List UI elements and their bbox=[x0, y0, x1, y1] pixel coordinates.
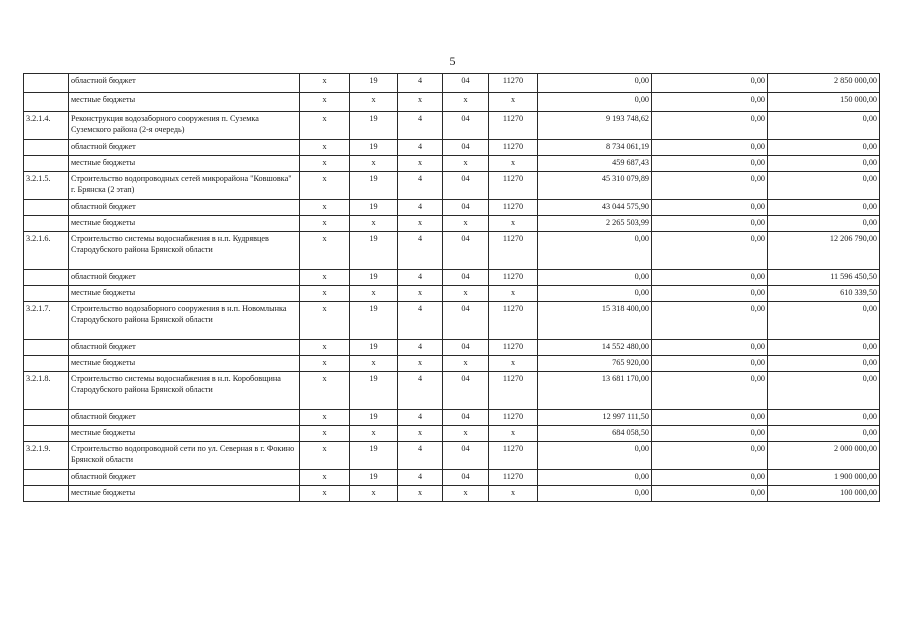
code-cell: 4 bbox=[398, 232, 443, 270]
code-cell: 4 bbox=[398, 442, 443, 470]
item-number-cell: 3.2.1.5. bbox=[24, 172, 69, 200]
code-cell: 19 bbox=[350, 172, 398, 200]
code-cell: х bbox=[300, 93, 350, 112]
code-cell: 4 bbox=[398, 470, 443, 486]
amount-cell: 0,00 bbox=[768, 372, 880, 410]
table-row bbox=[24, 410, 880, 426]
item-number-cell bbox=[24, 426, 69, 442]
item-number-cell bbox=[24, 93, 69, 112]
amount-cell: 0,00 bbox=[768, 302, 880, 340]
code-cell: х bbox=[398, 286, 443, 302]
item-name-cell: местные бюджеты bbox=[69, 156, 300, 172]
code-cell: 4 bbox=[398, 270, 443, 286]
item-name-cell: областной бюджет bbox=[69, 270, 300, 286]
code-cell: х bbox=[300, 302, 350, 340]
item-number-cell bbox=[24, 410, 69, 426]
code-cell: х bbox=[300, 470, 350, 486]
code-cell: х bbox=[398, 486, 443, 502]
table-row bbox=[24, 156, 880, 172]
code-cell: 04 bbox=[443, 172, 489, 200]
amount-cell: 12 206 790,00 bbox=[768, 232, 880, 270]
amount-cell: 0,00 bbox=[768, 216, 880, 232]
budget-table-body bbox=[24, 74, 880, 502]
table-row bbox=[24, 200, 880, 216]
amount-cell: 0,00 bbox=[652, 442, 768, 470]
amount-cell: 0,00 bbox=[538, 442, 652, 470]
code-cell: х bbox=[300, 486, 350, 502]
amount-cell: 684 058,50 bbox=[538, 426, 652, 442]
code-cell: х bbox=[489, 426, 538, 442]
code-cell: х bbox=[398, 356, 443, 372]
item-number-cell bbox=[24, 140, 69, 156]
code-cell: 04 bbox=[443, 302, 489, 340]
code-cell: 11270 bbox=[489, 232, 538, 270]
amount-cell: 0,00 bbox=[768, 426, 880, 442]
code-cell: х bbox=[489, 286, 538, 302]
code-cell: х bbox=[350, 286, 398, 302]
amount-cell: 610 339,50 bbox=[768, 286, 880, 302]
item-name-cell: Строительство водопроводной сети по ул. Северная в г. Фокино Брянской области bbox=[69, 442, 300, 470]
code-cell: х bbox=[300, 232, 350, 270]
code-cell: 19 bbox=[350, 200, 398, 216]
code-cell: 11270 bbox=[489, 200, 538, 216]
amount-cell: 0,00 bbox=[652, 74, 768, 93]
item-name-cell: областной бюджет bbox=[69, 200, 300, 216]
code-cell: 4 bbox=[398, 112, 443, 140]
code-cell: х bbox=[300, 156, 350, 172]
code-cell: 4 bbox=[398, 302, 443, 340]
amount-cell: 0,00 bbox=[768, 410, 880, 426]
code-cell: х bbox=[300, 216, 350, 232]
code-cell: 04 bbox=[443, 140, 489, 156]
item-name-cell: Строительство водопроводных сетей микрорайона "Ковшовка" г. Брянска (2 этап) bbox=[69, 172, 300, 200]
code-cell: 11270 bbox=[489, 270, 538, 286]
code-cell: х bbox=[350, 426, 398, 442]
code-cell: 04 bbox=[443, 340, 489, 356]
amount-cell: 459 687,43 bbox=[538, 156, 652, 172]
code-cell: х bbox=[300, 200, 350, 216]
item-number-cell bbox=[24, 74, 69, 93]
amount-cell: 2 850 000,00 bbox=[768, 74, 880, 93]
code-cell: х bbox=[300, 410, 350, 426]
code-cell: х bbox=[489, 486, 538, 502]
amount-cell: 15 318 400,00 bbox=[538, 302, 652, 340]
item-number-cell bbox=[24, 470, 69, 486]
code-cell: 19 bbox=[350, 140, 398, 156]
amount-cell: 0,00 bbox=[652, 410, 768, 426]
item-number-cell: 3.2.1.7. bbox=[24, 302, 69, 340]
amount-cell: 0,00 bbox=[538, 470, 652, 486]
item-number-cell bbox=[24, 340, 69, 356]
item-name-cell: местные бюджеты bbox=[69, 486, 300, 502]
code-cell: х bbox=[443, 286, 489, 302]
item-number-cell: 3.2.1.4. bbox=[24, 112, 69, 140]
amount-cell: 0,00 bbox=[768, 156, 880, 172]
amount-cell: 0,00 bbox=[768, 172, 880, 200]
code-cell: х bbox=[300, 340, 350, 356]
code-cell: 11270 bbox=[489, 442, 538, 470]
code-cell: х bbox=[443, 93, 489, 112]
amount-cell: 0,00 bbox=[538, 270, 652, 286]
table-row bbox=[24, 93, 880, 112]
amount-cell: 0,00 bbox=[768, 340, 880, 356]
amount-cell: 0,00 bbox=[652, 340, 768, 356]
item-name-cell: местные бюджеты bbox=[69, 286, 300, 302]
code-cell: 4 bbox=[398, 74, 443, 93]
amount-cell: 0,00 bbox=[652, 156, 768, 172]
amount-cell: 13 681 170,00 bbox=[538, 372, 652, 410]
table-row bbox=[24, 172, 880, 200]
table-row bbox=[24, 372, 880, 410]
amount-cell: 0,00 bbox=[652, 372, 768, 410]
table-row bbox=[24, 286, 880, 302]
code-cell: 19 bbox=[350, 270, 398, 286]
code-cell: 11270 bbox=[489, 302, 538, 340]
amount-cell: 0,00 bbox=[652, 302, 768, 340]
amount-cell: 2 000 000,00 bbox=[768, 442, 880, 470]
code-cell: 19 bbox=[350, 74, 398, 93]
amount-cell: 45 310 079,89 bbox=[538, 172, 652, 200]
item-name-cell: Строительство водозаборного сооружения в н.п. Новомлынка Стародубского района Брянской области bbox=[69, 302, 300, 340]
code-cell: 4 bbox=[398, 172, 443, 200]
code-cell: 04 bbox=[443, 74, 489, 93]
table-row bbox=[24, 356, 880, 372]
code-cell: х bbox=[300, 426, 350, 442]
table-row bbox=[24, 442, 880, 470]
item-name-cell: Реконструкция водозаборного сооружения п. Суземка Суземского района (2-я очередь) bbox=[69, 112, 300, 140]
amount-cell: 0,00 bbox=[768, 200, 880, 216]
item-number-cell bbox=[24, 216, 69, 232]
amount-cell: 0,00 bbox=[768, 356, 880, 372]
item-name-cell: областной бюджет bbox=[69, 74, 300, 93]
item-name-cell: местные бюджеты bbox=[69, 93, 300, 112]
code-cell: 04 bbox=[443, 470, 489, 486]
page-number: 5 bbox=[449, 54, 456, 68]
amount-cell: 0,00 bbox=[538, 93, 652, 112]
code-cell: 19 bbox=[350, 232, 398, 270]
code-cell: 04 bbox=[443, 112, 489, 140]
table-row bbox=[24, 74, 880, 93]
amount-cell: 150 000,00 bbox=[768, 93, 880, 112]
code-cell: 4 bbox=[398, 410, 443, 426]
amount-cell: 0,00 bbox=[652, 470, 768, 486]
amount-cell: 0,00 bbox=[652, 200, 768, 216]
code-cell: 19 bbox=[350, 442, 398, 470]
amount-cell: 0,00 bbox=[652, 172, 768, 200]
amount-cell: 0,00 bbox=[652, 216, 768, 232]
amount-cell: 43 044 575,90 bbox=[538, 200, 652, 216]
amount-cell: 11 596 450,50 bbox=[768, 270, 880, 286]
code-cell: х bbox=[489, 216, 538, 232]
code-cell: 4 bbox=[398, 372, 443, 410]
code-cell: 19 bbox=[350, 302, 398, 340]
code-cell: х bbox=[443, 356, 489, 372]
code-cell: х bbox=[398, 216, 443, 232]
amount-cell: 100 000,00 bbox=[768, 486, 880, 502]
amount-cell: 0,00 bbox=[768, 112, 880, 140]
item-name-cell: областной бюджет bbox=[69, 140, 300, 156]
code-cell: х bbox=[300, 172, 350, 200]
code-cell: 19 bbox=[350, 470, 398, 486]
code-cell: х bbox=[300, 286, 350, 302]
table-row bbox=[24, 486, 880, 502]
table-row bbox=[24, 340, 880, 356]
amount-cell: 2 265 503,99 bbox=[538, 216, 652, 232]
code-cell: 04 bbox=[443, 410, 489, 426]
code-cell: х bbox=[398, 156, 443, 172]
item-name-cell: областной бюджет bbox=[69, 340, 300, 356]
code-cell: х bbox=[443, 156, 489, 172]
amount-cell: 12 997 111,50 bbox=[538, 410, 652, 426]
code-cell: 19 bbox=[350, 410, 398, 426]
amount-cell: 0,00 bbox=[652, 112, 768, 140]
code-cell: 04 bbox=[443, 442, 489, 470]
amount-cell: 8 734 061,19 bbox=[538, 140, 652, 156]
code-cell: 04 bbox=[443, 200, 489, 216]
item-number-cell bbox=[24, 286, 69, 302]
table-row bbox=[24, 270, 880, 286]
code-cell: 04 bbox=[443, 270, 489, 286]
amount-cell: 1 900 000,00 bbox=[768, 470, 880, 486]
code-cell: 4 bbox=[398, 200, 443, 216]
table-row bbox=[24, 112, 880, 140]
code-cell: 19 bbox=[350, 112, 398, 140]
budget-table bbox=[23, 73, 880, 502]
table-row bbox=[24, 232, 880, 270]
item-number-cell bbox=[24, 486, 69, 502]
amount-cell: 0,00 bbox=[538, 486, 652, 502]
amount-cell: 0,00 bbox=[652, 356, 768, 372]
code-cell: 11270 bbox=[489, 340, 538, 356]
code-cell: 11270 bbox=[489, 372, 538, 410]
code-cell: 11270 bbox=[489, 470, 538, 486]
item-number-cell bbox=[24, 356, 69, 372]
amount-cell: 0,00 bbox=[652, 140, 768, 156]
table-row bbox=[24, 302, 880, 340]
code-cell: х bbox=[350, 486, 398, 502]
code-cell: х bbox=[489, 156, 538, 172]
code-cell: х bbox=[300, 442, 350, 470]
code-cell: х bbox=[300, 74, 350, 93]
item-number-cell: 3.2.1.8. bbox=[24, 372, 69, 410]
table-row bbox=[24, 216, 880, 232]
code-cell: х bbox=[350, 216, 398, 232]
table-row bbox=[24, 470, 880, 486]
amount-cell: 14 552 480,00 bbox=[538, 340, 652, 356]
code-cell: 19 bbox=[350, 340, 398, 356]
code-cell: 4 bbox=[398, 140, 443, 156]
item-number-cell bbox=[24, 200, 69, 216]
item-name-cell: местные бюджеты bbox=[69, 426, 300, 442]
item-name-cell: областной бюджет bbox=[69, 470, 300, 486]
amount-cell: 0,00 bbox=[538, 232, 652, 270]
item-name-cell: областной бюджет bbox=[69, 410, 300, 426]
item-number-cell bbox=[24, 156, 69, 172]
code-cell: х bbox=[443, 216, 489, 232]
code-cell: х bbox=[300, 270, 350, 286]
item-name-cell: Строительство системы водоснабжения в н.п. Кудрявцев Стародубского района Брянской области bbox=[69, 232, 300, 270]
code-cell: х bbox=[443, 426, 489, 442]
amount-cell: 0,00 bbox=[652, 426, 768, 442]
amount-cell: 0,00 bbox=[652, 270, 768, 286]
amount-cell: 0,00 bbox=[538, 286, 652, 302]
code-cell: 11270 bbox=[489, 112, 538, 140]
code-cell: 04 bbox=[443, 372, 489, 410]
code-cell: х bbox=[350, 156, 398, 172]
code-cell: х bbox=[398, 93, 443, 112]
code-cell: 11270 bbox=[489, 74, 538, 93]
code-cell: 04 bbox=[443, 232, 489, 270]
code-cell: 11270 bbox=[489, 410, 538, 426]
item-name-cell: местные бюджеты bbox=[69, 216, 300, 232]
amount-cell: 0,00 bbox=[652, 486, 768, 502]
code-cell: х bbox=[489, 356, 538, 372]
code-cell: х bbox=[350, 356, 398, 372]
code-cell: х bbox=[300, 140, 350, 156]
code-cell: х bbox=[300, 112, 350, 140]
code-cell: х bbox=[489, 93, 538, 112]
item-number-cell: 3.2.1.6. bbox=[24, 232, 69, 270]
amount-cell: 0,00 bbox=[652, 232, 768, 270]
code-cell: х bbox=[350, 93, 398, 112]
amount-cell: 0,00 bbox=[652, 93, 768, 112]
code-cell: х bbox=[443, 486, 489, 502]
item-number-cell bbox=[24, 270, 69, 286]
item-name-cell: Строительство системы водоснабжения в н.п. Коробовщина Стародубского района Брянской области bbox=[69, 372, 300, 410]
amount-cell: 0,00 bbox=[768, 140, 880, 156]
code-cell: х bbox=[300, 372, 350, 410]
table-row bbox=[24, 426, 880, 442]
code-cell: х bbox=[300, 356, 350, 372]
code-cell: х bbox=[398, 426, 443, 442]
code-cell: 11270 bbox=[489, 172, 538, 200]
item-name-cell: местные бюджеты bbox=[69, 356, 300, 372]
amount-cell: 0,00 bbox=[652, 286, 768, 302]
code-cell: 11270 bbox=[489, 140, 538, 156]
amount-cell: 765 920,00 bbox=[538, 356, 652, 372]
amount-cell: 9 193 748,62 bbox=[538, 112, 652, 140]
item-number-cell: 3.2.1.9. bbox=[24, 442, 69, 470]
amount-cell: 0,00 bbox=[538, 74, 652, 93]
code-cell: 19 bbox=[350, 372, 398, 410]
table-row bbox=[24, 140, 880, 156]
code-cell: 4 bbox=[398, 340, 443, 356]
